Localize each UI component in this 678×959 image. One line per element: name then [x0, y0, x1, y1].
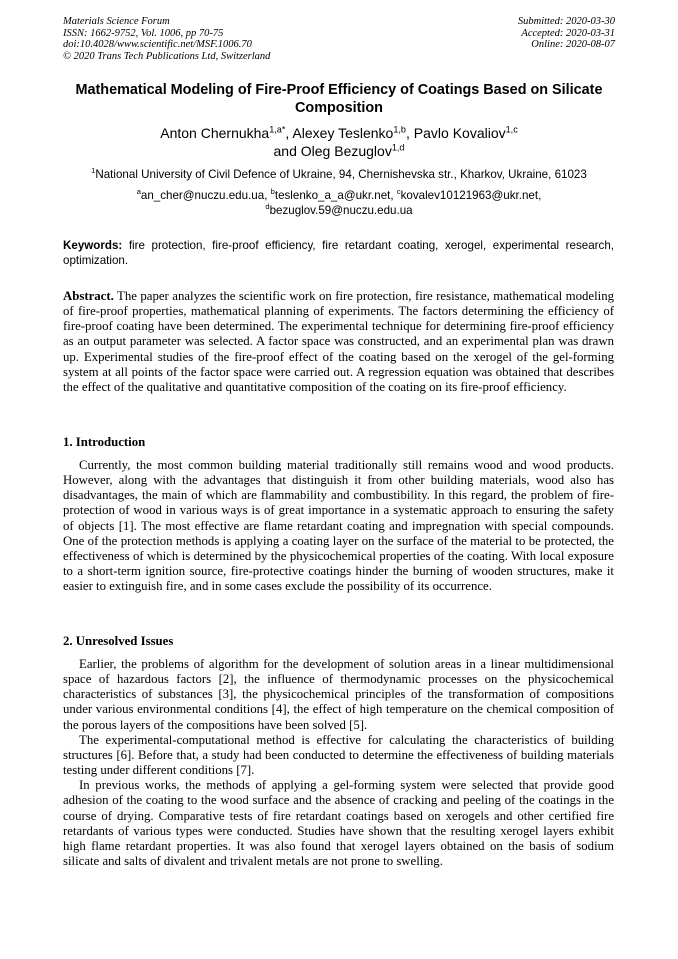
- author-affiliation-mark: 1,c: [505, 124, 518, 135]
- author-separator: ,: [285, 125, 293, 141]
- email-b[interactable]: teslenko_a_a@ukr.net: [274, 189, 391, 202]
- affiliation-text: National University of Civil Defence of Ukraine, 94, Chernishevska str., Kharkov, Ukraine, 61023: [95, 168, 587, 181]
- abstract-text: The paper analyzes the scientific work on fire protection, fire resistance, mathematical modeling of fire-proof properties, mathematical planning of experiments. The factors determining the efficiency of fire-proof coating have been determined. The experimental technique for determining fire-proof efficiency as an output parameter was selected. A factor space was constructed, and an experimental plan was drawn up. Experimental studies of the fire-proof effect of the coating based on the xerogel of the gel-forming system at all points of the factor space were carried out. A regression equation was obtained that describes the effect of the qualitative and quantitative composition of the coating on its fire-proof efficiency.: [63, 289, 614, 394]
- author-affiliation-mark: 1,d: [391, 142, 405, 153]
- introduction-section: [63, 458, 614, 594]
- issn-line: ISSN: 1662-9752, Vol. 1006, pp 70-75: [63, 27, 224, 39]
- unresolved-issues-section: [63, 657, 614, 869]
- author-name: Oleg Bezuglov: [300, 143, 392, 159]
- abstract-label: Abstract.: [63, 289, 114, 303]
- paragraph: Earlier, the problems of algorithm for the development of solution areas in a linear multidimensional space of hazardous factors [2], the influence of thermodynamic processes on the physicochemical characteristics of substances [3], the physicochemical principles of the transformation of compositions under various environmental conditions [4], the effect of high temperature on the chemical composition of the porous layers of the compositions have been solved [5].: [63, 657, 614, 732]
- journal-name: Materials Science Forum: [63, 16, 170, 27]
- submitted-date: Submitted: 2020-03-30: [517, 16, 615, 27]
- paper-title: Mathematical Modeling of Fire-Proof Efficiency of Coatings Based on Silicate Composition: [75, 82, 603, 116]
- accepted-date: Accepted: 2020-03-31: [521, 27, 615, 39]
- journal-info: [63, 16, 270, 62]
- section-heading-introduction: 1. Introduction: [63, 435, 146, 449]
- email-mark: d: [265, 202, 270, 212]
- publication-dates: [518, 16, 615, 51]
- author-affiliation-mark: 1,b: [393, 124, 406, 135]
- author-name: Alexey Teslenko: [292, 125, 394, 141]
- abstract-block: [63, 289, 614, 395]
- doi-line[interactable]: doi:10.4028/www.scientific.net/MSF.1006.70: [63, 39, 252, 51]
- author-list: [80, 124, 598, 160]
- author-separator: and: [273, 143, 301, 159]
- author-separator: ,: [406, 125, 414, 141]
- email-mark: a: [136, 187, 141, 197]
- paragraph: The experimental-computational method is effective for calculating the characteristics of building structures [6]. Before that, a study had been conducted to determine the effectiveness of building materials testing under different conditions [7].: [63, 732, 614, 778]
- affiliation-mark: 1: [91, 166, 96, 176]
- email-c[interactable]: kovalev10121963@ukr.net: [400, 189, 539, 202]
- keywords-text: fire protection, fire-proof efficiency, fire retardant coating, xerogel, experimental research, optimization.: [63, 239, 614, 268]
- email-d[interactable]: bezuglov.59@nuczu.edu.ua: [269, 204, 413, 217]
- section-heading-unresolved-issues: 2. Unresolved Issues: [63, 634, 174, 648]
- affiliation: [40, 167, 638, 182]
- paragraph: Currently, the most common building material traditionally still remains wood and wood products. However, along with the advantages that distinguish it from other building materials, wood also has disadvantages, the main of which are flammability and combustibility. In this regard, the problem of fire-protection of wood in various ways is of great importance in a systematic approach to ensuring the safety of objects [1]. The most effective are flame retardant coating and impregnation with special compounds. One of the protection methods is applying a coating layer on the surface of the material to be protected, the effectiveness of which is determined by the physicochemical properties of the coating. With local exposure to a short-term ignition source, fire-protective coatings hinder the burning of wooden structures, make it easier to extinguish fire, and in some cases exclude the possibility of its occurrence.: [63, 458, 614, 594]
- copyright-line: © 2020 Trans Tech Publications Ltd, Switzerland: [63, 50, 271, 62]
- author-name: Anton Chernukha: [160, 125, 270, 141]
- author-emails: $^a$an_cher@nuczu.edu.ua, $^b$teslenko_a_a@ukr.net, $^c$kovalev10121963@ukr.net, $^d$bezuglov.59@nuczu.edu.ua: [136, 187, 542, 217]
- keywords-block: [63, 238, 614, 269]
- author-name: Pavlo Kovaliov: [413, 125, 506, 141]
- email-mark: c: [396, 187, 401, 197]
- online-date: Online: 2020-08-07: [531, 39, 615, 51]
- email-mark: b: [270, 187, 275, 197]
- author-affiliation-mark: 1,a*: [269, 124, 286, 135]
- paragraph: In previous works, the methods of applying a gel-forming system were selected that provide good adhesion of the coating to the wood surface and the absence of cracking and peeling of the coatings in the course of drying. Comparative tests of fire retardant coatings based on xerogels and other certified fire retardants of various types were conducted. Studies have shown that the resulting xerogel layers exhibit high flame retardant properties. It was also found that xerogel layers obtained on the basis of sodium silicate and salts of divalent and trivalent metals are not prone to swelling.: [63, 778, 614, 869]
- email-a[interactable]: an_cher@nuczu.edu.ua: [140, 189, 265, 202]
- keywords-label: Keywords:: [63, 239, 123, 252]
